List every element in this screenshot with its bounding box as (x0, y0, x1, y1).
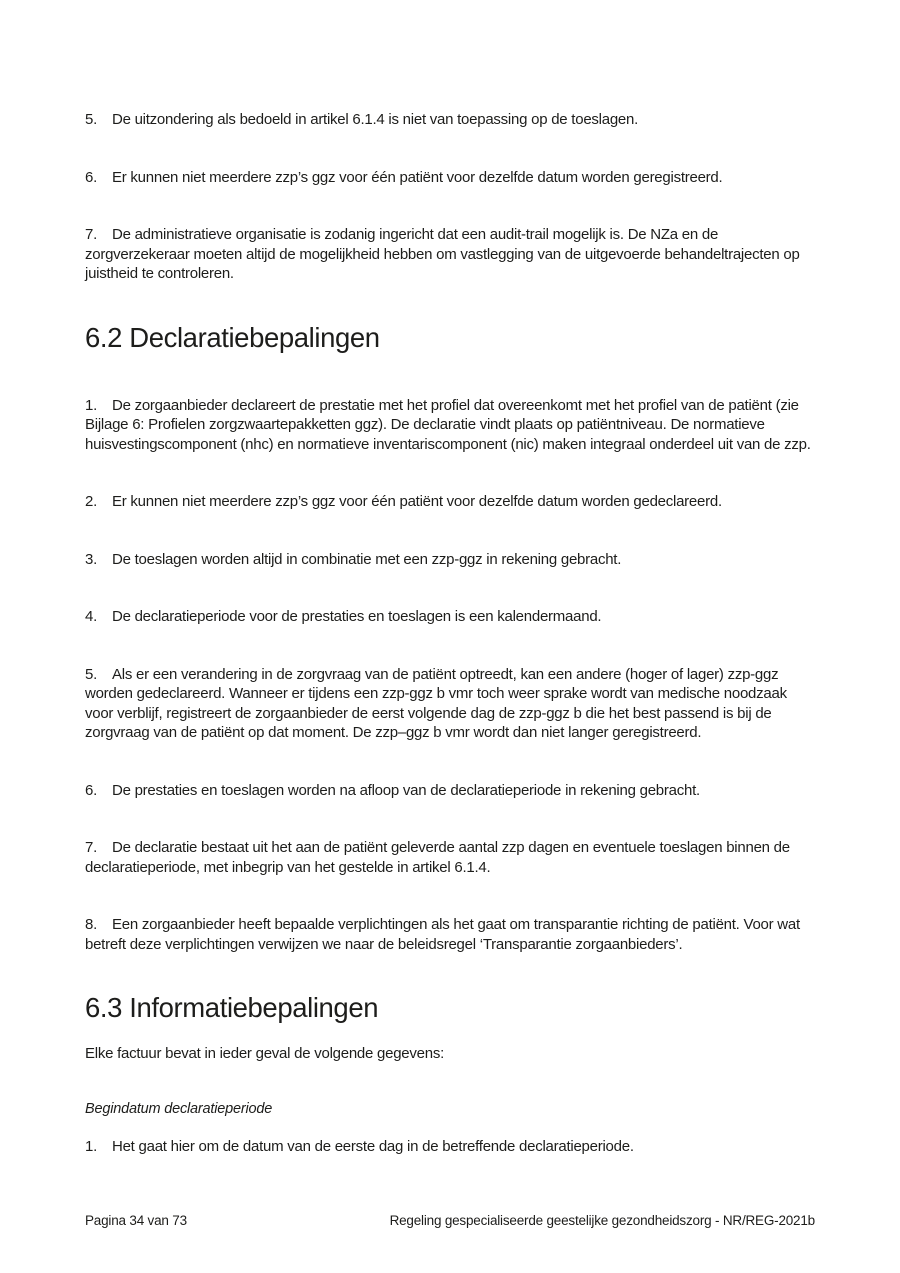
item-number: 1. (85, 396, 98, 414)
list-item (85, 1137, 815, 1157)
item-text: Er kunnen niet meerdere zzp’s ggz voor één patiënt voor dezelfde datum worden gedeclareerd. (112, 493, 722, 510)
list-item (85, 225, 815, 284)
item-text: Een zorgaanbieder heeft bepaalde verplichtingen als het gaat om transparantie richting de patiënt. Voor wat betreft deze verplichtingen verwijzen we naar de beleidsregel ‘Transparantie zorgaanbieders’. (85, 916, 800, 953)
item-number: 5. (85, 111, 98, 128)
list-item (85, 168, 815, 188)
item-number: 7. (85, 839, 98, 856)
item-number: 3. (85, 550, 98, 568)
subheading-begindatum: Begindatum declaratieperiode (85, 1100, 273, 1117)
section-heading-6-2: 6.2 Declaratiebepalingen (85, 321, 380, 353)
item-text: De administratieve organisatie is zodanig ingericht dat een audit-trail mogelijk is. De NZa en de zorgverzekeraar moeten altijd de mogelijkheid hebben om vastlegging van de uitgevoerde behandeltrajecten op juistheid te controleren. (85, 226, 800, 282)
item-text: Het gaat hier om de datum van de eerste dag in de betreffende declaratieperiode. (112, 1137, 634, 1155)
list-item (85, 665, 815, 743)
item-text: De toeslagen worden altijd in combinatie met een zzp-ggz in rekening gebracht. (112, 550, 622, 568)
item-number: 5. (85, 665, 98, 683)
item-text: De prestaties en toeslagen worden na afloop van de declaratieperiode in rekening gebracht. (112, 781, 700, 799)
section-heading-6-3: 6.3 Informatiebepalingen (85, 992, 379, 1023)
item-number: 8. (85, 916, 98, 933)
page-content (85, 110, 815, 1194)
list-item (85, 838, 815, 877)
item-text: Als er een verandering in de zorgvraag van de patiënt optreedt, kan een andere (hoger of lager) zzp-ggz worden gedeclareerd. Wanneer er tijdens een zzp-ggz b vmr toch weer sprake wordt van medische noodzaak voor verblijf, registreert de zorgaanbieder de eerst volgende dag de zzp-ggz b die het best passend is bij de zorgvraag van de patiënt op dat moment. De zzp–ggz b vmr wordt dan niet langer geregistreerd. (85, 665, 787, 741)
footer-document-title: Regeling gespecialiseerde geestelijke gezondheidszorg - NR/REG-2021b (389, 1213, 815, 1228)
item-number: 2. (85, 493, 98, 510)
page-footer (85, 1213, 815, 1228)
item-number: 7. (85, 226, 98, 243)
list-item (85, 781, 815, 801)
item-number: 1. (85, 1137, 98, 1155)
list-item (85, 607, 815, 627)
item-text: Er kunnen niet meerdere zzp’s ggz voor één patiënt voor dezelfde datum worden geregistreerd. (112, 168, 723, 186)
page-number: Pagina 34 van 73 (85, 1213, 187, 1228)
list-item (85, 492, 815, 512)
list-item (85, 396, 815, 455)
item-text: De zorgaanbieder declareert de prestatie met het profiel dat overeenkomt met het profiel van de patiënt (zie Bijlage 6: Profielen zorgzwaartepakketten ggz). De declaratie vindt plaats op patiëntniveau. De normatieve huisvestingscomponent (nhc) en normatieve inventariscomponent (nic) maken integraal onderdeel uit van de zzp. (85, 396, 811, 453)
item-text: De uitzondering als bedoeld in artikel 6.1.4 is niet van toepassing op de toeslagen. (112, 111, 639, 128)
section-intro: Elke factuur bevat in ieder geval de volgende gegevens: (85, 1045, 445, 1062)
item-number: 4. (85, 608, 98, 625)
list-item (85, 550, 815, 570)
item-text: De declaratie bestaat uit het aan de patiënt geleverde aantal zzp dagen en eventuele toeslagen binnen de declaratieperiode, met inbegrip van het gestelde in artikel 6.1.4. (85, 839, 790, 876)
item-text: De declaratieperiode voor de prestaties en toeslagen is een kalendermaand. (112, 608, 602, 625)
item-number: 6. (85, 168, 98, 186)
item-number: 6. (85, 781, 98, 799)
list-item (85, 915, 815, 954)
list-item (85, 110, 815, 130)
